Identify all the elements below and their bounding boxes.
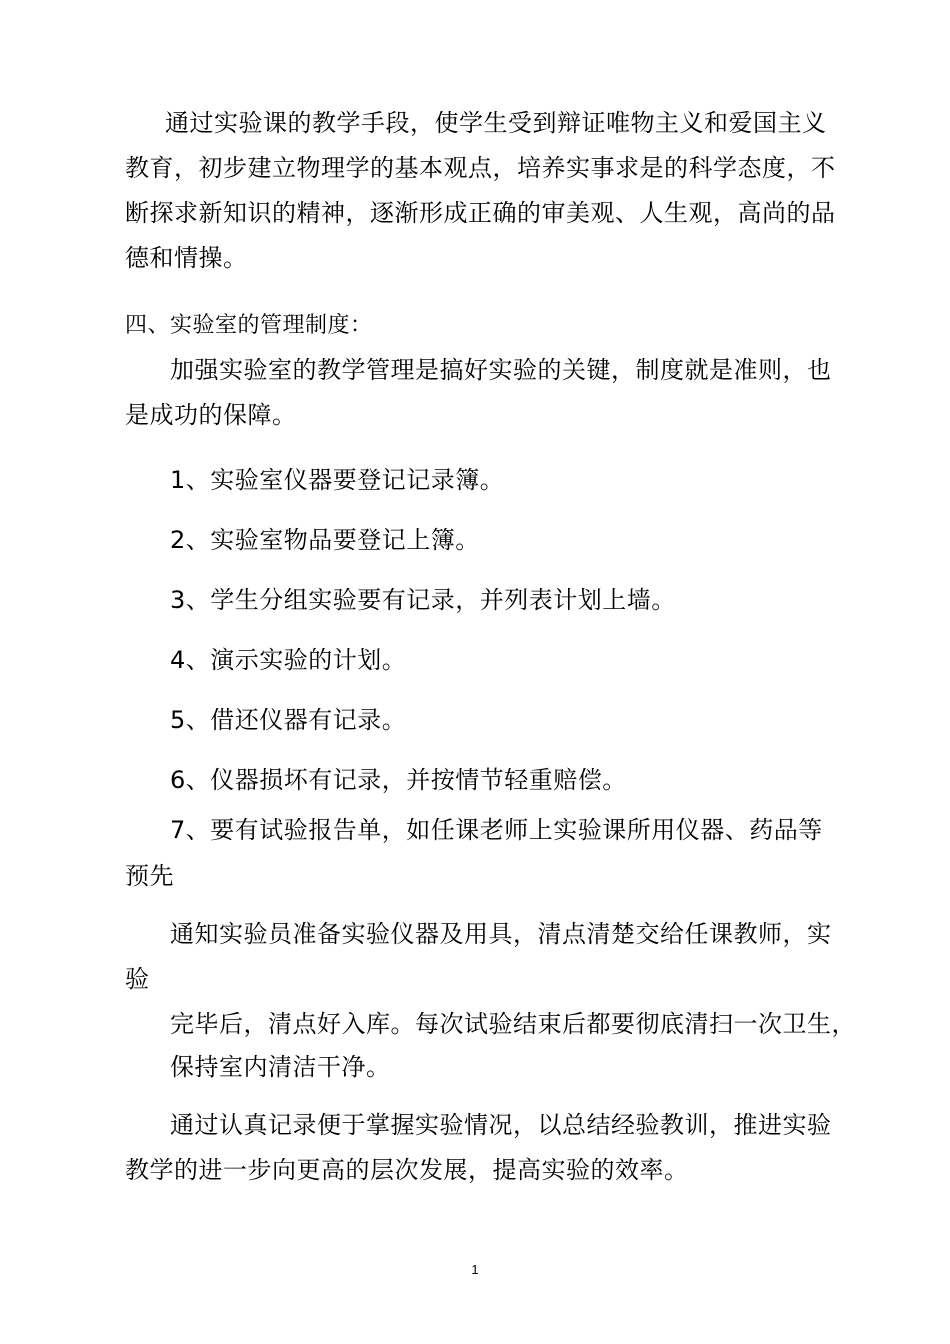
paragraph-line: 加强实验室的教学管理是搞好实验的关键，制度就是准则，也 (170, 356, 832, 384)
paragraph-line: 预先 (125, 862, 174, 890)
paragraph-line: 断探求新知识的精神，逐渐形成正确的审美观、人生观，高尚的品 (125, 199, 836, 227)
rule-item: 1、实验室仪器要登记记录簿。 (170, 466, 505, 494)
page-number: 1 (471, 1262, 479, 1277)
paragraph-line: 通过认真记录便于掌握实验情况，以总结经验教训，推进实验 (170, 1111, 832, 1139)
section-heading: 四、实验室的管理制度： (125, 313, 373, 338)
paragraph-line: 德和情操。 (125, 244, 248, 272)
paragraph-line: 保持室内清洁干净。 (170, 1053, 391, 1081)
paragraph-line: 7、要有试验报告单，如任课老师上实验课所用仪器、药品等 (170, 816, 823, 844)
paragraph-line: 教育，初步建立物理学的基本观点，培养实事求是的科学态度，不 (125, 154, 836, 182)
paragraph-line: 通过实验课的教学手段，使学生受到辩证唯物主义和爱国主义 (165, 109, 827, 137)
rule-item: 5、借还仪器有记录。 (170, 706, 407, 734)
rule-item: 6、仪器损坏有记录，并按情节轻重赔偿。 (170, 766, 627, 794)
rule-item: 4、演示实验的计划。 (170, 646, 407, 674)
paragraph-line: 教学的进一步向更高的层次发展，提高实验的效率。 (125, 1156, 689, 1184)
rule-item: 3、学生分组实验要有记录，并列表计划上墙。 (170, 586, 676, 614)
paragraph-line: 是成功的保障。 (125, 401, 297, 429)
paragraph-line: 验 (125, 965, 150, 993)
paragraph-line: 通知实验员准备实验仪器及用具，清点清楚交给任课教师，实 (170, 920, 832, 948)
paragraph-line: 完毕后，清点好入库。每次试验结束后都要彻底清扫一次卫生， (170, 1010, 856, 1038)
rule-item: 2、实验室物品要登记上簿。 (170, 526, 480, 554)
